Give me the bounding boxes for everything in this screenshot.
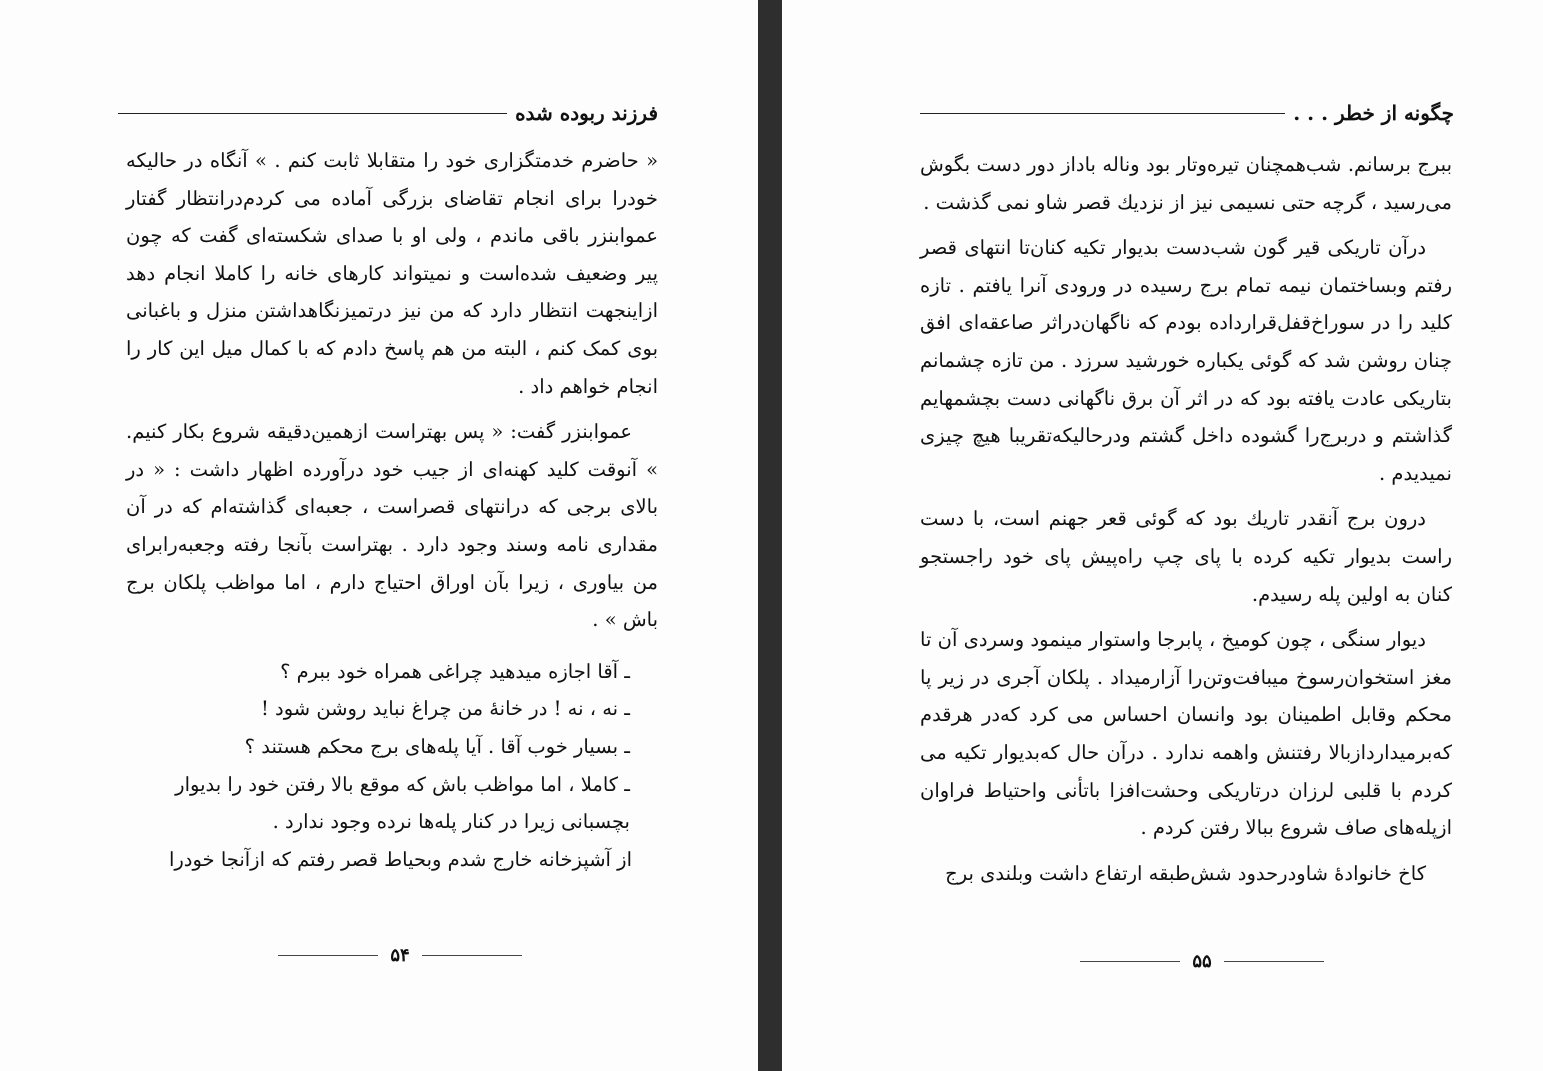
paragraph: از آشپزخانه خارج شدم وبحیاط قصر رفتم که ازآنجا خودرا [168,847,632,871]
footer-rule [278,955,378,956]
right-page-header [920,96,1454,130]
right-running-title: چگونه از خطر . . . [1293,101,1454,125]
paragraph: « حاضرم خدمتگزاری خود را متقابلا ثابت کنم . » آنگاه در حالیکه خودرا برای انجام تقاضای بزرگی آماده می کردم‌درانتظار گفتار عموابنزر باقی ماندم ، ولی او با صدای شکسته‌ای گفت که چون پیر وضعیف شده‌است و نمیتواند کارهای خانه را کاملا انجام دهد ازاینجهت انتظار دارد که من نیز درتمیزنگاهداشتن منزل و باغبانی بوی کمک کنم ، البته من هم پاسخ دادم که با کمال میل این کار را انجام خواهم داد . [126,149,658,398]
left-page-body [126,142,658,886]
paragraph: عموابنزر گفت: « پس بهتراست ازهمین‌دقیقه شروع بکار کنیم. » آنوقت کلید کهنه‌ای از جیب خود درآورده اظهار داشت : « در بالای برجی که درانتهای قصراست ، جعبه‌ای گذاشته‌ام که در آن مقداری نامه وسند وجود دارد . بهتراست بآنجا رفته وجعبه‌رابرای من بیاوری ، زیرا بآن اوراق احتیاج دارم ، اما مواظب پلکان برج باش » . [126,420,658,632]
book-spine [758,0,782,1071]
left-page [0,0,758,1071]
footer-rule [1080,961,1180,962]
dialog-line: ـ کاملا ، اما مواظب باش که موقع بالا رفتن خود را بدیوار بچسبانی زیرا در کنار پله‌ها نرده وجود ندارد . [175,772,630,834]
dialog-line: ـ بسیار خوب آقا . آیا پله‌های برج محکم هستند ؟ [244,734,630,758]
left-running-title: فرزند ربوده شده [515,101,658,125]
paragraph: درآن تاریکی قیر گون شب‌دست بدیوار تکیه کنان‌تا انتهای قصر رفتم وبساختمان نیمه تمام برج رسیده در ورودی آنرا یافتم . تازه کلید را در سوراخ‌قفل‌قرارداده بودم که ناگهان‌دراثر صاعقه‌ای افق چنان روشن شد که گوئی یکباره خورشید سرزد . من تازه چشمانم بتاریکی عادت یافته بود که در اثر آن برق ناگهانی دست بچشمهایم گذاشتم و دربرج‌را گشوده داخل گشتم ودرحالیکه‌تقریبا هیچ چیزی نمیدیدم . [920,236,1452,485]
dialog-line: ـ نه ، نه ! در خانهٔ من چراغ نباید روشن شود ! [261,697,630,721]
page-number: ۵۵ [1192,950,1212,972]
footer-rule [422,955,522,956]
header-rule [118,113,507,114]
left-page-footer [260,942,540,968]
right-page-body [920,146,1452,900]
header-rule [920,113,1285,114]
right-page-footer [1062,948,1342,974]
page-number: ۵۴ [390,944,410,966]
paragraph: درون برج آنقدر تاریك بود که گوئی قعر جهنم است، با دست راست بدیوار تکیه کرده با پای چپ راه‌پیش پای خود راجستجو کنان به اولین پله رسیدم. [920,507,1452,606]
paragraph: کاخ خانوادهٔ شاودرحدود شش‌طبقه ارتفاع داشت وبلندی برج [945,861,1426,885]
footer-rule [1224,961,1324,962]
paragraph: ببرج برسانم. شب‌همچنان تیره‌وتار بود وناله باداز دور دست بگوش می‌رسید ، گرچه حتی نسیمی نیز از نزدیك قصر شاو نمی گذشت . [920,153,1452,214]
left-page-header [118,96,658,130]
paragraph: دیوار سنگی ، چون کومیخ ، پابرجا واستوار مینمود وسردی آن تا مغز استخوان‌رسوخ میبافت‌وتن‌را آزارمیداد . پلکان آجری در زیر پا محکم وقابل اطمینان بود وانسان احساس می کرد که‌در هرقدم که‌برمیداردازبالا رفتنش واهمه ندارد . درآن حال که‌بدیوار تکیه می کردم با قلبی لرزان درتاریکی وحشت‌افزا باتأنی واحتیاط فراوان ازپله‌های صاف شروع ببالا رفتن کردم . [920,628,1452,840]
dialog-line: ـ آقا اجازه میدهید چراغی همراه خود ببرم ؟ [280,659,630,683]
right-page [782,0,1543,1071]
